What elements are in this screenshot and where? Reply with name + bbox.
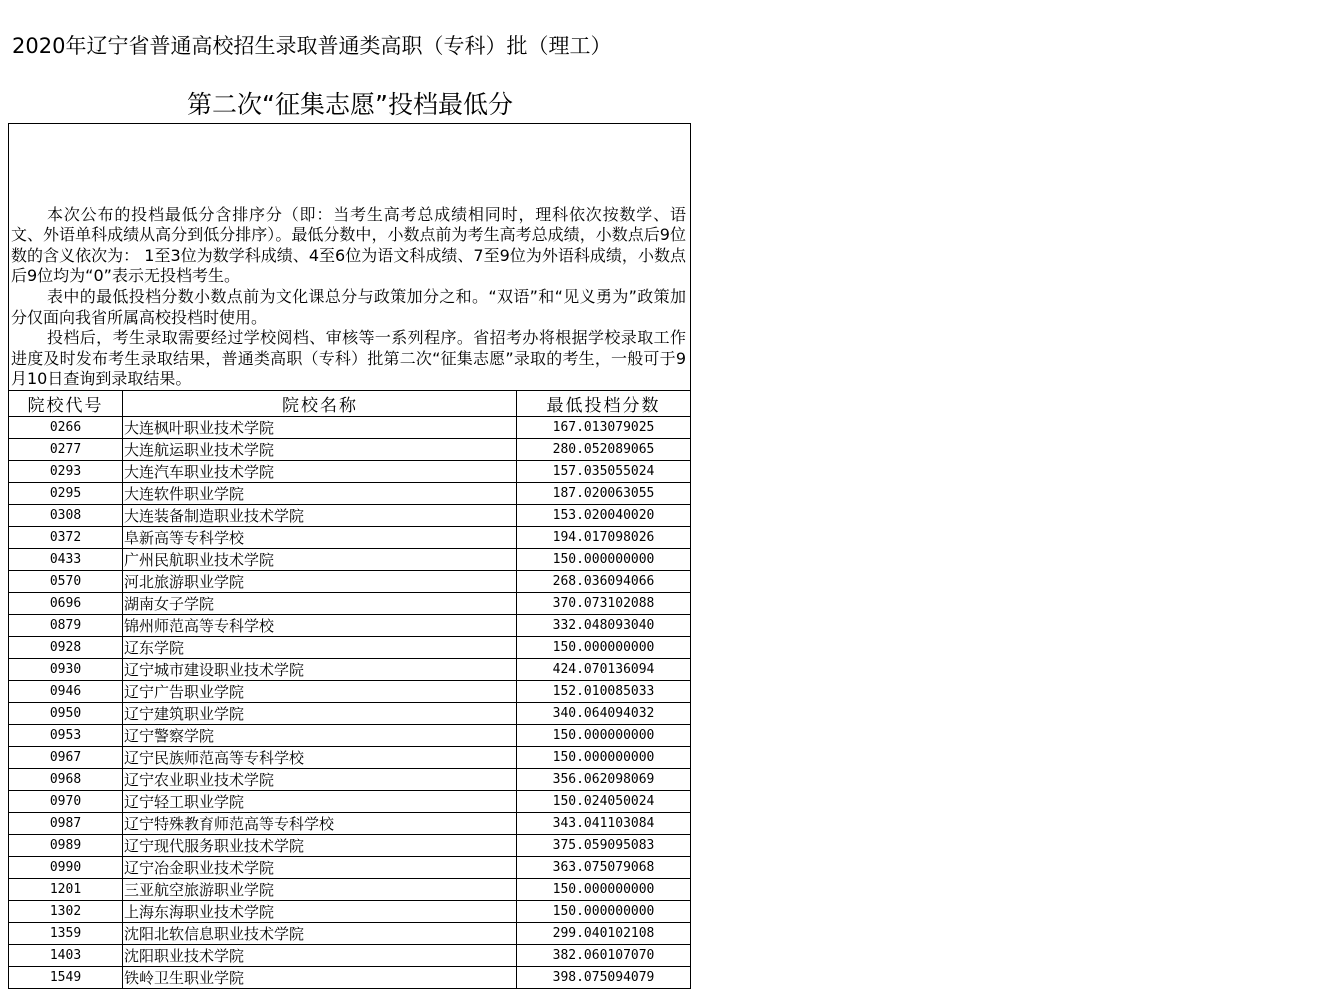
cell-name: 辽宁农业职业技术学院 xyxy=(123,769,517,791)
cell-name: 辽宁广告职业学院 xyxy=(123,681,517,703)
cell-name: 铁岭卫生职业学院 xyxy=(123,967,517,989)
document-subtitle: 第二次“征集志愿”投档最低分 xyxy=(187,90,513,119)
cell-code: 0293 xyxy=(9,461,123,483)
table-row xyxy=(9,571,690,593)
header-code: 院校代号 xyxy=(9,391,123,417)
cell-name: 辽宁建筑职业学院 xyxy=(123,703,517,725)
cell-code: 1549 xyxy=(9,967,123,989)
header-score: 最低投档分数 xyxy=(517,391,691,417)
cell-score: 153.020040020 xyxy=(517,505,691,527)
note-paragraph: 表中的最低投档分数小数点前为文化课总分与政策加分之和。“双语”和“见义勇为”政策加分仅面向我省所属高校投档时使用。 xyxy=(11,287,686,327)
table-row xyxy=(9,417,690,439)
note-paragraph: 投档后，考生录取需要经过学校阅档、审核等一系列程序。省招考办将根据学校录取工作进度及时发布考生录取结果，普通类高职（专科）批第二次“征集志愿”录取的考生，一般可于9月10日查询到录取结果。 xyxy=(11,328,686,389)
cell-name: 辽宁特殊教育师范高等专科学校 xyxy=(123,813,517,835)
cell-code: 0928 xyxy=(9,637,123,659)
table-row xyxy=(9,593,690,615)
cell-name: 河北旅游职业学院 xyxy=(123,571,517,593)
cell-code: 0989 xyxy=(9,835,123,857)
cell-code: 0953 xyxy=(9,725,123,747)
cell-name: 湖南女子学院 xyxy=(123,593,517,615)
table-row xyxy=(9,439,690,461)
table-row xyxy=(9,483,690,505)
cell-score: 167.013079025 xyxy=(517,417,691,439)
table-row xyxy=(9,549,690,571)
cell-score: 398.075094079 xyxy=(517,967,691,989)
cell-name: 广州民航职业技术学院 xyxy=(123,549,517,571)
cell-score: 299.040102108 xyxy=(517,923,691,945)
cell-score: 382.060107070 xyxy=(517,945,691,967)
cell-code: 0266 xyxy=(9,417,123,439)
cell-name: 三亚航空旅游职业学院 xyxy=(123,879,517,901)
cell-name: 辽宁警察学院 xyxy=(123,725,517,747)
cell-score: 332.048093040 xyxy=(517,615,691,637)
cell-code: 0968 xyxy=(9,769,123,791)
cell-score: 424.070136094 xyxy=(517,659,691,681)
cell-name: 辽宁冶金职业技术学院 xyxy=(123,857,517,879)
cell-code: 1359 xyxy=(9,923,123,945)
cell-score: 280.052089065 xyxy=(517,439,691,461)
cell-code: 0295 xyxy=(9,483,123,505)
cell-code: 0987 xyxy=(9,813,123,835)
cell-code: 0308 xyxy=(9,505,123,527)
cell-score: 340.064094032 xyxy=(517,703,691,725)
cell-code: 0930 xyxy=(9,659,123,681)
cell-code: 1302 xyxy=(9,901,123,923)
cell-name: 锦州师范高等专科学校 xyxy=(123,615,517,637)
cell-score: 194.017098026 xyxy=(517,527,691,549)
table-row xyxy=(9,923,690,945)
cell-score: 375.059095083 xyxy=(517,835,691,857)
cell-name: 辽宁轻工职业学院 xyxy=(123,791,517,813)
cell-name: 大连装备制造职业技术学院 xyxy=(123,505,517,527)
cell-score: 157.035055024 xyxy=(517,461,691,483)
cell-code: 0946 xyxy=(9,681,123,703)
cell-code: 0970 xyxy=(9,791,123,813)
cell-code: 1403 xyxy=(9,945,123,967)
cell-name: 辽宁民族师范高等专科学校 xyxy=(123,747,517,769)
table-row xyxy=(9,879,690,901)
cell-code: 0990 xyxy=(9,857,123,879)
cell-score: 356.062098069 xyxy=(517,769,691,791)
table-row xyxy=(9,835,690,857)
cell-name: 辽宁现代服务职业技术学院 xyxy=(123,835,517,857)
cell-name: 阜新高等专科学校 xyxy=(123,527,517,549)
table-row xyxy=(9,769,690,791)
cell-name: 上海东海职业技术学院 xyxy=(123,901,517,923)
notes-box xyxy=(9,124,690,391)
document-title: 2020年辽宁省普通高校招生录取普通类高职（专科）批（理工） xyxy=(12,34,612,58)
cell-code: 0570 xyxy=(9,571,123,593)
cell-code: 0879 xyxy=(9,615,123,637)
cell-code: 0967 xyxy=(9,747,123,769)
cell-score: 150.000000000 xyxy=(517,747,691,769)
score-table xyxy=(9,391,690,988)
cell-score: 370.073102088 xyxy=(517,593,691,615)
table-row xyxy=(9,725,690,747)
cell-score: 152.010085033 xyxy=(517,681,691,703)
table-header-row xyxy=(9,391,690,417)
table-row xyxy=(9,615,690,637)
cell-name: 大连软件职业学院 xyxy=(123,483,517,505)
cell-code: 0372 xyxy=(9,527,123,549)
cell-code: 1201 xyxy=(9,879,123,901)
cell-name: 大连枫叶职业技术学院 xyxy=(123,417,517,439)
cell-name: 沈阳职业技术学院 xyxy=(123,945,517,967)
table-row xyxy=(9,813,690,835)
cell-score: 150.024050024 xyxy=(517,791,691,813)
table-row xyxy=(9,527,690,549)
table-row xyxy=(9,703,690,725)
table-row xyxy=(9,681,690,703)
table-row xyxy=(9,747,690,769)
note-paragraph: 本次公布的投档最低分含排序分（即：当考生高考总成绩相同时，理科依次按数学、语文、外语单科成绩从高分到低分排序）。最低分数中，小数点前为考生高考总成绩，小数点后9位数的含义依次为： 1至3位为数学科成绩、4至6位为语文科成绩、7至9位为外语科成绩，小数点后9位均为“0”表示无投档考生。 xyxy=(11,204,686,286)
cell-name: 大连汽车职业技术学院 xyxy=(123,461,517,483)
score-sheet xyxy=(8,123,691,989)
cell-score: 150.000000000 xyxy=(517,879,691,901)
table-row xyxy=(9,505,690,527)
cell-name: 沈阳北软信息职业技术学院 xyxy=(123,923,517,945)
cell-score: 150.000000000 xyxy=(517,901,691,923)
cell-score: 150.000000000 xyxy=(517,549,691,571)
cell-score: 343.041103084 xyxy=(517,813,691,835)
cell-code: 0433 xyxy=(9,549,123,571)
table-row xyxy=(9,659,690,681)
cell-name: 辽宁城市建设职业技术学院 xyxy=(123,659,517,681)
cell-code: 0950 xyxy=(9,703,123,725)
cell-code: 0696 xyxy=(9,593,123,615)
cell-score: 150.000000000 xyxy=(517,637,691,659)
cell-score: 187.020063055 xyxy=(517,483,691,505)
cell-code: 0277 xyxy=(9,439,123,461)
table-row xyxy=(9,945,690,967)
cell-name: 辽东学院 xyxy=(123,637,517,659)
table-row xyxy=(9,791,690,813)
header-name: 院校名称 xyxy=(123,391,517,417)
table-row xyxy=(9,461,690,483)
cell-score: 268.036094066 xyxy=(517,571,691,593)
table-row xyxy=(9,901,690,923)
cell-score: 150.000000000 xyxy=(517,725,691,747)
cell-score: 363.075079068 xyxy=(517,857,691,879)
table-row xyxy=(9,637,690,659)
cell-name: 大连航运职业技术学院 xyxy=(123,439,517,461)
table-row xyxy=(9,967,690,989)
table-row xyxy=(9,857,690,879)
